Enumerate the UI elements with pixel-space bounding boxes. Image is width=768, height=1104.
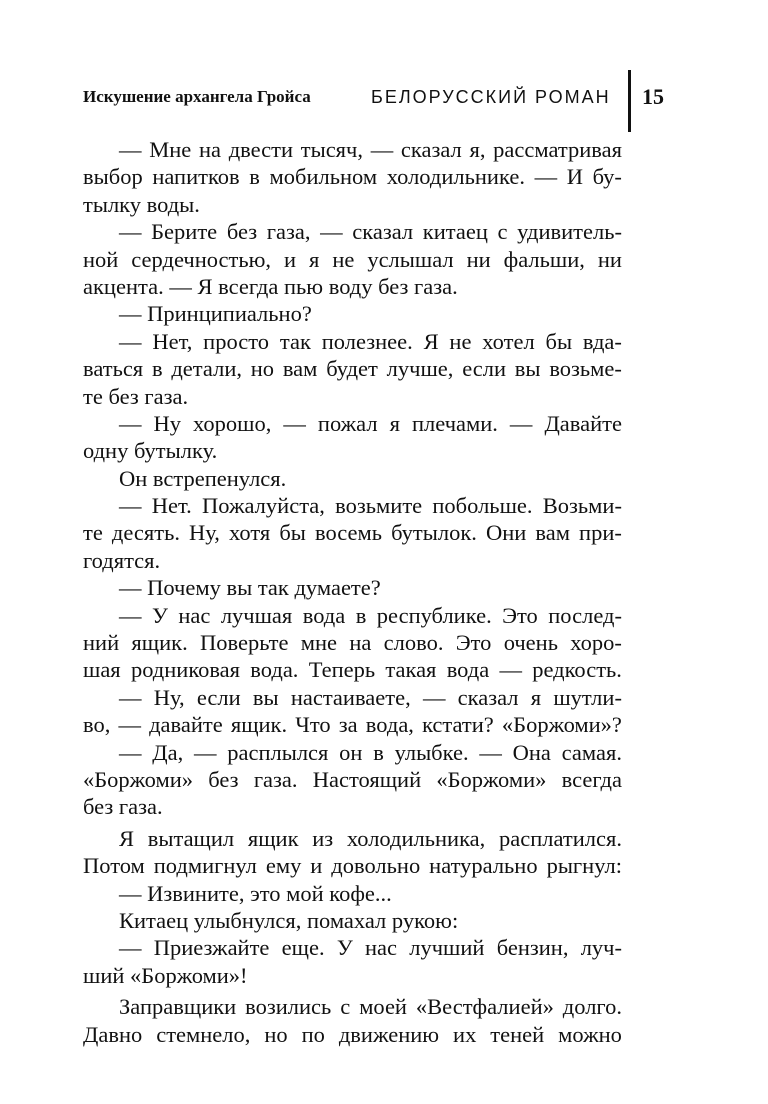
text-line: — Принципиально? bbox=[119, 301, 312, 327]
text-line: ной сердечностью, и я не услышал ни фальши, ни bbox=[83, 246, 622, 272]
text-line: — Извините, это мой кофе... bbox=[119, 880, 392, 906]
text-line: те без газа. bbox=[83, 383, 189, 409]
text-line: выбор напитков в мобильном холодильнике. — И бу- bbox=[83, 164, 622, 190]
text-line: ший «Боржоми»! bbox=[83, 962, 248, 988]
text-line: Потом подмигнул ему и довольно натурально рыгнул: bbox=[83, 853, 622, 879]
text-line: без газа. bbox=[83, 794, 163, 820]
text-line: ний ящик. Поверьте мне на слово. Это очень хоро- bbox=[83, 630, 622, 656]
text-line: Я вытащил ящик из холодильника, расплатился. bbox=[119, 825, 622, 851]
running-head-book-title: Искушение архангела Гройса bbox=[83, 87, 311, 106]
text-line: — Ну, если вы настаиваете, — сказал я шутли- bbox=[119, 684, 622, 710]
text-line: — Приезжайте еще. У нас лучший бензин, луч- bbox=[119, 935, 622, 961]
text-line: Давно стемнело, но по движению их теней можно bbox=[83, 1021, 622, 1047]
text-line: — Почему вы так думаете? bbox=[119, 575, 381, 601]
text-line: — Мне на двести тысяч, — сказал я, рассматривая bbox=[119, 137, 622, 162]
text-line: те десять. Ну, хотя бы восемь бутылок. Они вам при- bbox=[83, 520, 622, 546]
text-line: Заправщики возились с моей «Вестфалией» долго. bbox=[119, 994, 622, 1020]
header-vertical-rule bbox=[628, 70, 631, 132]
text-line: Он встрепенулся. bbox=[119, 465, 287, 491]
text-line: — Ну хорошо, — пожал я плечами. — Давайте bbox=[119, 410, 622, 436]
text-line: акцента. — Я всегда пью воду без газа. bbox=[83, 273, 458, 299]
text-line: одну бутылку. bbox=[83, 438, 218, 464]
running-head-section-title: БЕЛОРУССКИЙ РОМАН bbox=[371, 87, 611, 107]
text-line: «Боржоми» без газа. Настоящий «Боржоми» всегда bbox=[83, 766, 622, 792]
text-line: во, — давайте ящик. Что за вода, кстати? «Боржоми»? bbox=[83, 712, 622, 738]
text-line: — У нас лучшая вода в республике. Это послед- bbox=[119, 602, 622, 628]
page-number: 15 bbox=[642, 84, 664, 109]
text-line: — Нет, просто так полезнее. Я не хотел бы вда- bbox=[119, 328, 622, 354]
text-line: — Да, — расплылся он в улыбке. — Она самая. bbox=[119, 739, 622, 765]
text-line: годятся. bbox=[83, 547, 161, 573]
text-line: шая родниковая вода. Теперь такая вода — редкость. bbox=[83, 657, 622, 683]
text-line: — Нет. Пожалуйста, возьмите побольше. Возьми- bbox=[119, 493, 622, 519]
text-line: ваться в детали, но вам будет лучше, если вы возьме- bbox=[83, 356, 622, 382]
body-text bbox=[83, 136, 622, 1048]
text-line: — Берите без газа, — сказал китаец с удивитель- bbox=[119, 219, 622, 245]
text-line: тылку воды. bbox=[83, 191, 200, 217]
text-line: Китаец улыбнулся, помахал рукою: bbox=[119, 907, 459, 933]
